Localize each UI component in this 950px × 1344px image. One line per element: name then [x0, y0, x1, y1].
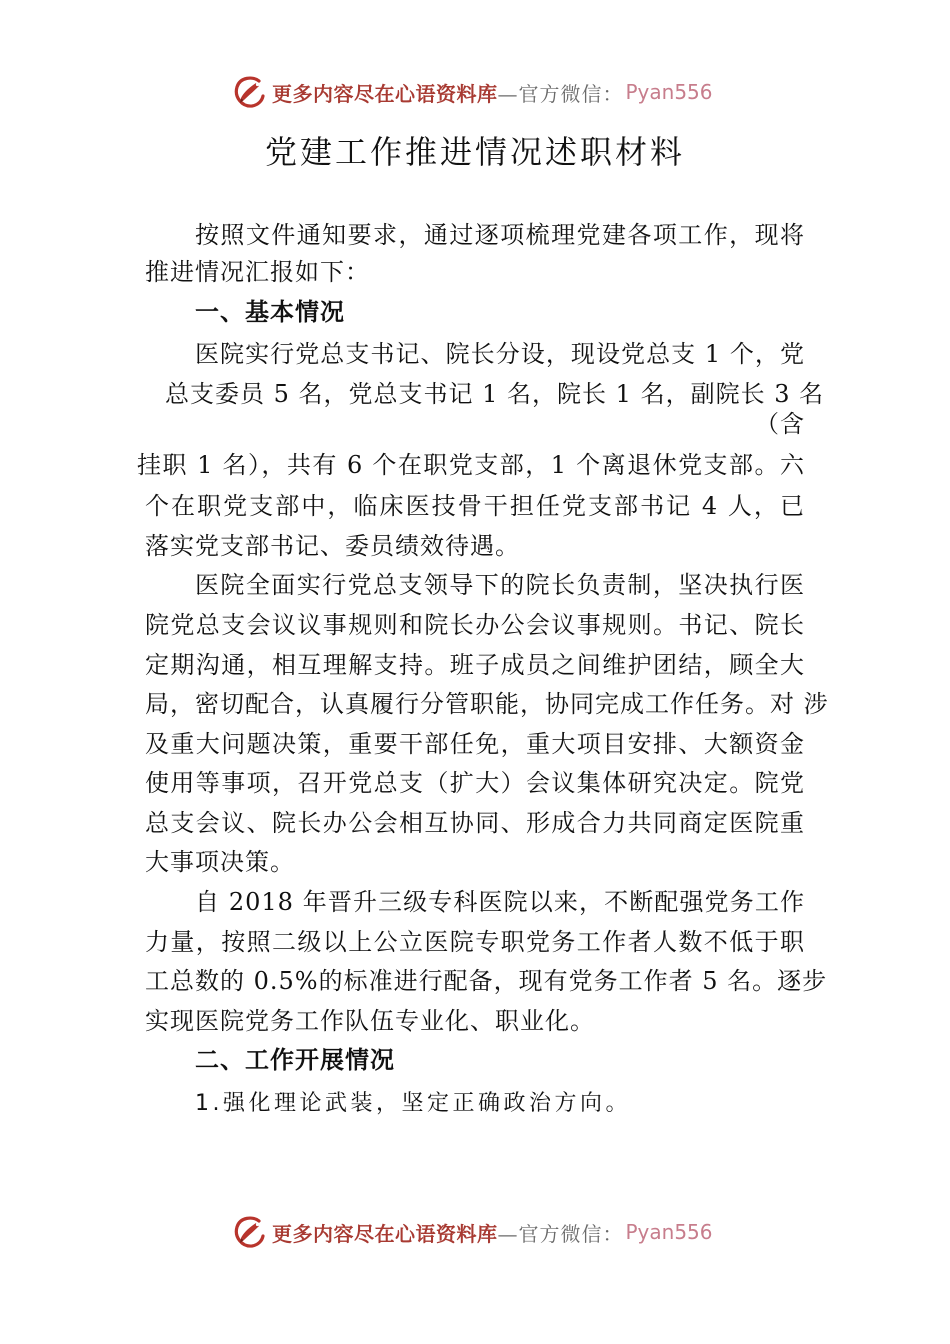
- paragraph-line: 定期沟通，相互理解支持。班子成员之间维护团结，顾全大: [145, 651, 805, 679]
- pen-circle-logo-icon: [232, 74, 268, 110]
- watermark-footer: [232, 1214, 713, 1250]
- paragraph-line: 医院全面实行党总支领导下的院长负责制，坚决执行医: [195, 571, 805, 599]
- paragraph-line: （含: [755, 410, 805, 438]
- paragraph-line: 总支委员 5 名，党总支书记 1 名，院长 1 名，副院长 3 名: [165, 380, 825, 408]
- watermark-header: [232, 74, 713, 110]
- paragraph-line: 院党总支会议议事规则和院长办公会议事规则。书记、院长: [145, 611, 805, 639]
- paragraph-line: 自 2018 年晋升三级专科医院以来，不断配强党务工作: [195, 888, 805, 916]
- paragraph-line: 局，密切配合，认真履行分管职能，协同完成工作任务。对 涉: [145, 690, 829, 718]
- paragraph-line: 医院实行党总支书记、院长分设，现设党总支 1 个，党: [195, 340, 805, 368]
- paragraph-line: 个在职党支部中，临床医技骨干担任党支部书记 4 人，已: [145, 492, 805, 520]
- document-title: 党建工作推进情况述职材料: [264, 133, 685, 171]
- paragraph-line: 落实党支部书记、委员绩效待遇。: [145, 532, 520, 560]
- paragraph-line: 及重大问题决策，重要干部任免，重大项目安排、大额资金: [145, 730, 805, 758]
- paragraph-line: 大事项决策。: [145, 848, 295, 876]
- watermark-brand-text: 更多内容尽在心语资料库: [272, 81, 498, 106]
- intro-line: 推进情况汇报如下：: [145, 258, 370, 286]
- intro-line: 按照文件通知要求，通过逐项梳理党建各项工作，现将: [195, 221, 805, 249]
- paragraph-line: 工总数的 0.5%的标准进行配备，现有党务工作者 5 名。逐步: [145, 967, 828, 995]
- watermark-brand-text: 更多内容尽在心语资料库: [272, 1221, 498, 1246]
- paragraph-line: 总支会议、院长办公会相互协同、形成合力共同商定医院重: [145, 809, 805, 837]
- watermark-wechat-id: Pyan556: [625, 80, 713, 104]
- watermark-separator-text: —官方微信：: [497, 1221, 624, 1246]
- section-heading-basic-situation: 一、基本情况: [195, 298, 345, 326]
- watermark-wechat-id: Pyan556: [625, 1220, 713, 1244]
- pen-circle-logo-icon: [232, 1214, 268, 1250]
- numbered-item: 1.强化理论武装，坚定正确政治方向。: [195, 1091, 631, 1116]
- watermark-separator-text: —官方微信：: [497, 81, 624, 106]
- section-heading-work-progress: 二、工作开展情况: [195, 1046, 395, 1074]
- paragraph-line: 实现医院党务工作队伍专业化、职业化。: [145, 1007, 595, 1035]
- paragraph-line: 使用等事项，召开党总支（扩大）会议集体研究决定。院党: [145, 769, 805, 797]
- paragraph-line: 挂职 1 名），共有 6 个在职党支部，1 个离退休党支部。六: [137, 451, 805, 479]
- paragraph-line: 力量，按照二级以上公立医院专职党务工作者人数不低于职: [145, 928, 805, 956]
